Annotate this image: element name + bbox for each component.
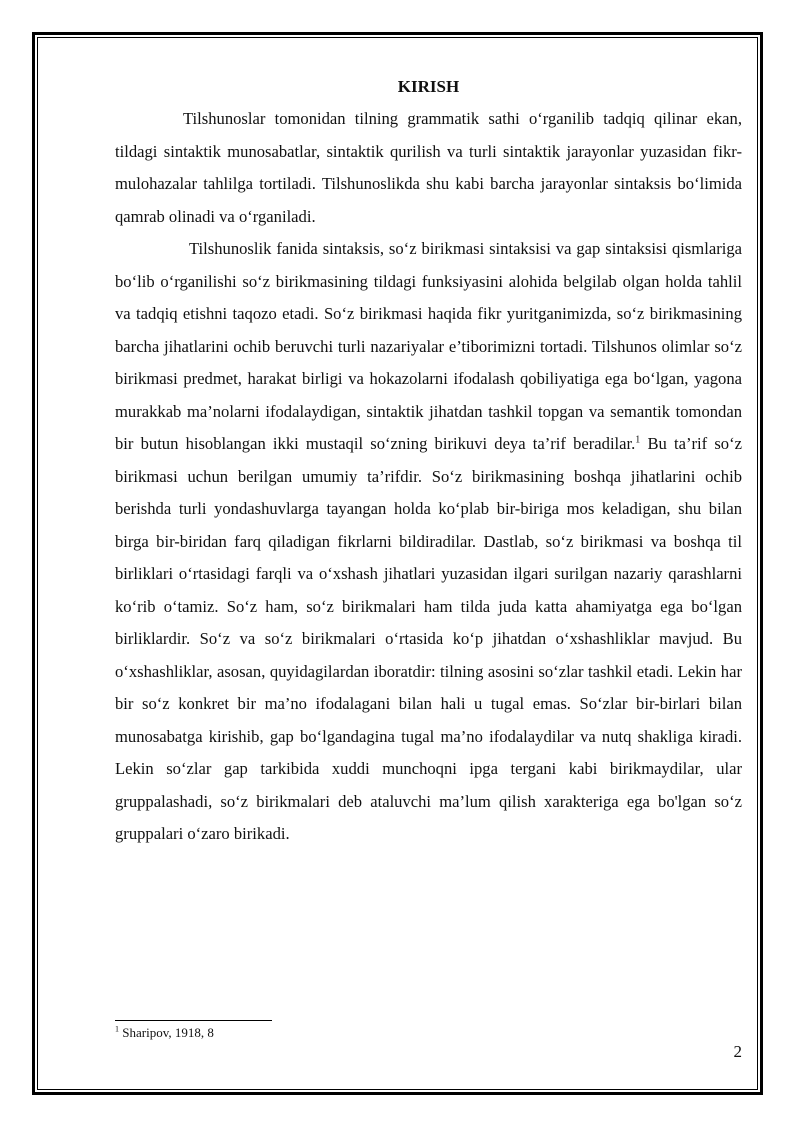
paragraph-2: [115, 233, 742, 851]
footnote-reference[interactable]: 1: [635, 434, 641, 446]
page-title: KIRISH: [397, 77, 460, 96]
paragraph-2-text-a: Tilshunoslik fanida sintaksis, so‘z birikmasi sintaksisi va gap sintaksisi qismlariga bo‘lib o‘rganilishi so‘z birikmasining tildagi funksiyasini alohida belgilab olgan holda tahlil va tadqiq etishni taqozo etadi. So‘z birikmasi haqida fikr yuritganimizda, so‘z birikmasining barcha jihatlarini ochib beruvchi turli nazariyalar e’tiborimizni tortadi. Tilshunos olimlar so‘z birikmasi predmet, harakat birligi va hokazolarni ifodalash qobiliyatiga ega bo‘lgan, yagona murakkab ma’nolarni ifodalaydigan, sintaktik jihatdan tashkil topgan va semantik tomondan bir butun hisoblangan ikki mustaqil so‘zning birikuvi deya ta’rif beradilar.: [115, 239, 742, 453]
footnote-text: Sharipov, 1918, 8: [122, 1025, 214, 1040]
footnote: [115, 1025, 214, 1041]
paragraph-1: Tilshunoslar tomonidan tilning grammatik sathi o‘rganilib tadqiq qilinar ekan, tildagi sintaktik munosabatlar, sintaktik qurilish va turli sintaktik jarayonlar yuzasidan fikr-mulohazalar tahlilga tortiladi. Tilshunoslikda shu kabi barcha jarayonlar sintaksis bo‘limida qamrab olinadi va o‘rganiladi.: [115, 109, 742, 226]
footnote-number: 1: [115, 1024, 119, 1034]
footnote-separator: [115, 1020, 272, 1021]
page-number: 2: [733, 1042, 742, 1061]
paragraph-2-text-b: Bu ta’rif so‘z birikmasi uchun berilgan umumiy ta’rifdir. So‘z birikmasining boshqa jihatlarini ochib berishda turli yondashuvlarga tayangan holda ko‘plab bir-biriga mos keladigan, shu bilan birga bir-biridan farq qiladigan fikrlarni bildiradilar. Dastlab, so‘z birikmasi va boshqa til birliklari o‘rtasidagi farqli va o‘xshash jihatlari yuzasidan ilgari surilgan nazariy qarashlarni ko‘rib o‘tamiz. So‘z ham, so‘z birikmalari ham tilda juda katta ahamiyatga ega bo‘lgan birliklardir. So‘z va so‘z birikmalari o‘rtasida ko‘p jihatdan o‘xshashliklar mavjud. Bu o‘xshashliklar, asosan, quyidagilardan iboratdir: tilning asosini so‘zlar tashkil etadi. Lekin har bir so‘z konkret bir ma’no ifodalagani bilan hali u tugal emas. So‘zlar bir-birlari bilan munosabatga kirishib, gap bo‘lgandagina tugal ma’no ifodalaydilar va nutq shakliga kiradi. Lekin so‘zlar gap tarkibida xuddi munchoqni ipga tergani kabi birikmaydilar, ular gruppalashadi, so‘z birikmalari deb ataluvchi ma’lum qilish xarakteriga ega bo'lgan so‘z gruppalari o‘zaro birikadi.: [115, 434, 742, 843]
main-content: [115, 76, 742, 851]
